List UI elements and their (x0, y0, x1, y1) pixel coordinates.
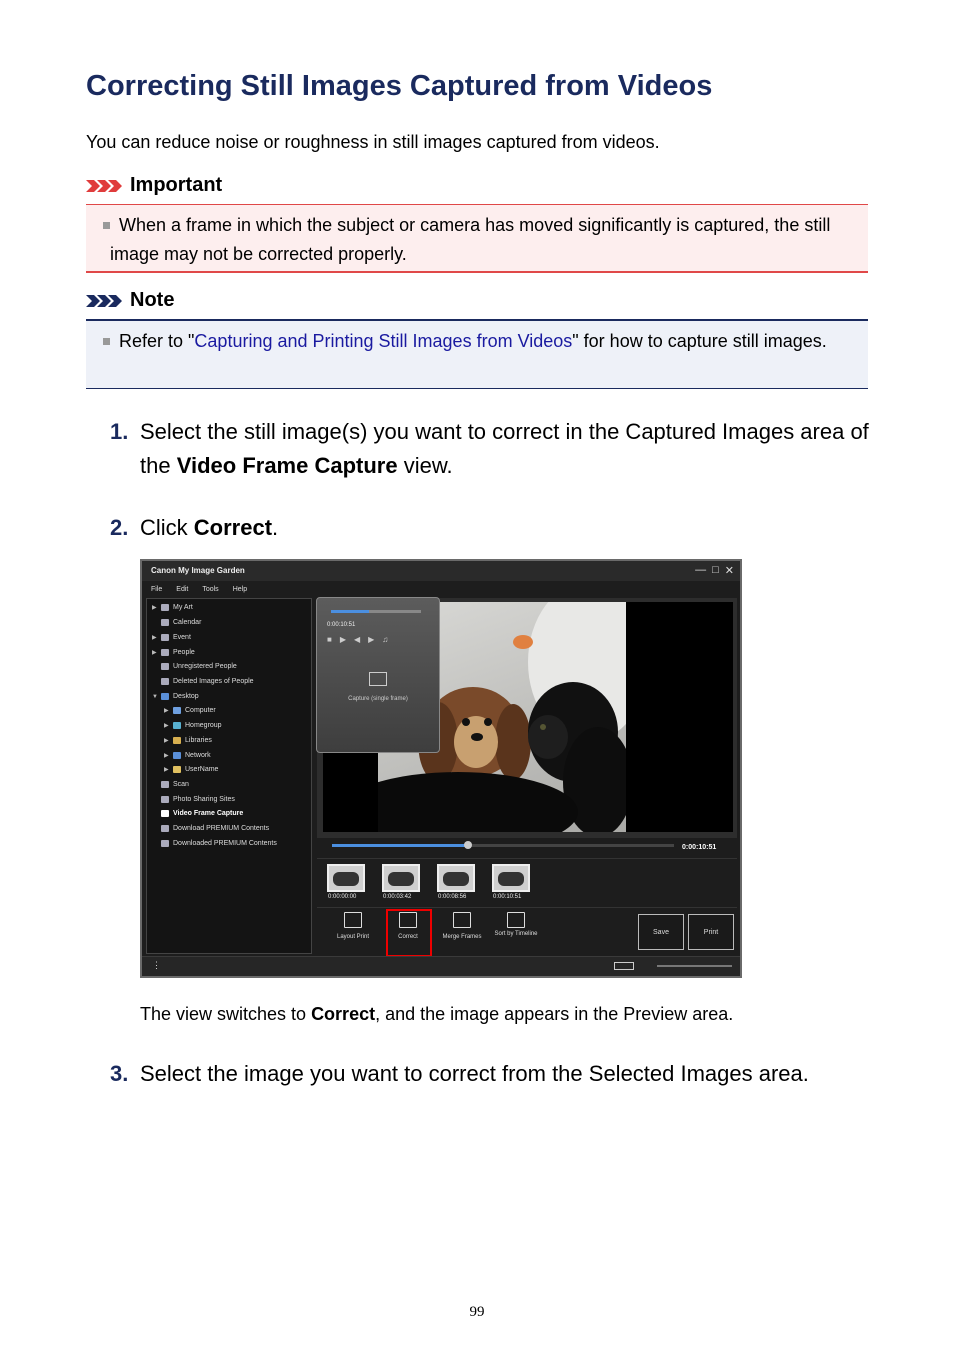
step-text-end: view. (397, 453, 453, 478)
page-number: 99 (469, 1304, 485, 1320)
computer-icon (173, 707, 181, 714)
photo-sharing-icon (161, 796, 169, 803)
sidebar-tree (146, 598, 312, 954)
thumbnail-time: 0:00:08:56 (438, 894, 467, 900)
video-capture-icon (161, 810, 169, 817)
important-text: When a frame in which the subject or camera has moved significantly is captured, the still image may not be corrected properly. (110, 215, 831, 264)
result-bold: Correct (311, 1004, 376, 1024)
tree-item-photo-sharing[interactable]: Photo Sharing Sites (161, 796, 235, 803)
captured-images-area (317, 858, 737, 904)
tree-item-scan[interactable]: Scan (161, 781, 189, 788)
important-arrows-icon (86, 178, 124, 194)
download-icon (161, 825, 169, 832)
note-suffix: " for how to capture still images. (572, 331, 827, 351)
sort-timeline-icon (507, 912, 525, 928)
scan-icon (161, 781, 169, 788)
tree-item-people[interactable]: ▶ People (152, 649, 195, 656)
minimize-icon[interactable]: — (695, 564, 707, 576)
bullet-icon (103, 338, 110, 345)
step-2 (110, 511, 870, 545)
note-heading-label: Note (130, 289, 175, 311)
intro-text: You can reduce noise or roughness in still images captured from videos. (86, 132, 660, 152)
seek-bar[interactable] (332, 844, 674, 847)
correct-button[interactable]: Correct (385, 912, 431, 940)
libraries-icon (173, 737, 181, 744)
page-title: Correcting Still Images Captured from Videos (86, 70, 713, 102)
window-controls (695, 564, 734, 577)
merge-frames-button[interactable]: Merge Frames (439, 912, 485, 940)
app-screenshot (140, 559, 742, 978)
print-button[interactable]: Print (688, 914, 734, 950)
tree-item-my-art[interactable]: ▶ My Art (152, 604, 193, 611)
step-number: 1. (110, 419, 129, 444)
note-heading (86, 289, 174, 312)
capture-time: 0:00:10:51 (327, 622, 356, 628)
note-box (86, 319, 868, 389)
tree-item-download-premium[interactable]: Download PREMIUM Contents (161, 825, 269, 832)
menu-tools[interactable]: Tools (202, 585, 219, 593)
tree-item-libraries[interactable]: ▶ Libraries (164, 737, 212, 744)
total-time: 0:00:10:51 (682, 844, 717, 851)
merge-frames-icon (453, 912, 471, 928)
desktop-icon (161, 693, 169, 700)
correct-highlight (386, 909, 432, 957)
tree-item-deleted-images[interactable]: Deleted Images of People (161, 678, 254, 685)
app-title: Canon My Image Garden (151, 566, 245, 575)
step-1 (110, 415, 870, 483)
step-3 (110, 1057, 870, 1091)
capture-single-frame-label: Capture (single frame) (348, 696, 408, 702)
step-text: Select the still image(s) you want to correct in the Captured Images area of the (140, 419, 869, 478)
seek-handle[interactable] (464, 841, 472, 849)
important-heading (86, 174, 222, 197)
network-icon (173, 752, 181, 759)
playback-controls[interactable]: ■▶◀▶♫ (327, 635, 397, 644)
captured-thumbnail[interactable] (382, 864, 420, 892)
step-text: Select the image you want to correct from the Selected Images area. (140, 1061, 809, 1086)
menu-file[interactable]: File (151, 585, 163, 593)
homegroup-icon (173, 722, 181, 729)
note-arrows-icon (86, 293, 124, 309)
thumbnail-time: 0:00:10:51 (493, 894, 522, 900)
tree-item-desktop[interactable]: ▼ Desktop (152, 693, 199, 700)
step-bold: Correct (193, 515, 273, 540)
tree-item-video-frame-capture[interactable]: Video Frame Capture (161, 810, 243, 817)
folder-icon (161, 840, 169, 847)
save-button[interactable]: Save (638, 914, 684, 950)
note-prefix: Refer to " (119, 331, 195, 351)
thumbnail-time: 0:00:00:00 (328, 894, 357, 900)
layout-print-icon (344, 912, 362, 928)
close-icon[interactable]: ✕ (724, 565, 734, 577)
user-folder-icon (173, 766, 181, 773)
status-bar (142, 956, 740, 976)
tree-item-calendar[interactable]: Calendar (161, 619, 201, 626)
maximize-icon[interactable]: □ (712, 564, 719, 576)
important-box (86, 204, 868, 273)
layout-print-button[interactable]: Layout Print (330, 912, 376, 940)
tree-item-homegroup[interactable]: ▶ Homegroup (164, 722, 222, 729)
tree-item-computer[interactable]: ▶ Computer (164, 707, 216, 714)
my-art-icon (161, 604, 169, 611)
capture-panel (316, 597, 440, 753)
menu-bar (142, 581, 740, 597)
capturing-still-images-link[interactable]: Capturing and Printing Still Images from Videos (194, 331, 573, 351)
thumbnail-time: 0:00:03:42 (383, 894, 412, 900)
view-toggle-icon[interactable] (614, 962, 634, 970)
menu-dots-icon[interactable]: ⋮ (152, 960, 161, 970)
step-text-end: . (272, 515, 279, 540)
step-number: 2. (110, 515, 129, 540)
tree-item-event[interactable]: ▶ Event (152, 634, 191, 641)
captured-thumbnail[interactable] (437, 864, 475, 892)
zoom-slider[interactable] (657, 965, 732, 967)
menu-help[interactable]: Help (232, 585, 248, 593)
person-icon (161, 663, 169, 670)
tree-item-network[interactable]: ▶ Network (164, 752, 211, 759)
tree-item-username[interactable]: ▶ UserName (164, 766, 219, 773)
captured-thumbnail[interactable] (327, 864, 365, 892)
people-icon (161, 649, 169, 656)
event-icon (161, 634, 169, 641)
captured-thumbnail[interactable] (492, 864, 530, 892)
person-outline-icon (161, 678, 169, 685)
calendar-icon (161, 619, 169, 626)
step-number: 3. (110, 1061, 129, 1086)
tree-item-unregistered-people[interactable]: Unregistered People (161, 663, 237, 670)
step-bold: Video Frame Capture (176, 453, 398, 478)
important-heading-label: Important (130, 174, 223, 196)
step-text: Click (140, 515, 194, 540)
sort-by-timeline-button[interactable]: Sort by Timeline (493, 912, 539, 937)
result-text: The view switches to Correct, and the image appears in the Preview area. (140, 1004, 734, 1024)
tree-item-downloaded-premium[interactable]: Downloaded PREMIUM Contents (161, 840, 277, 847)
menu-edit[interactable]: Edit (176, 585, 189, 593)
camera-icon[interactable] (369, 672, 387, 686)
app-titlebar (142, 561, 740, 581)
bullet-icon (103, 222, 110, 229)
